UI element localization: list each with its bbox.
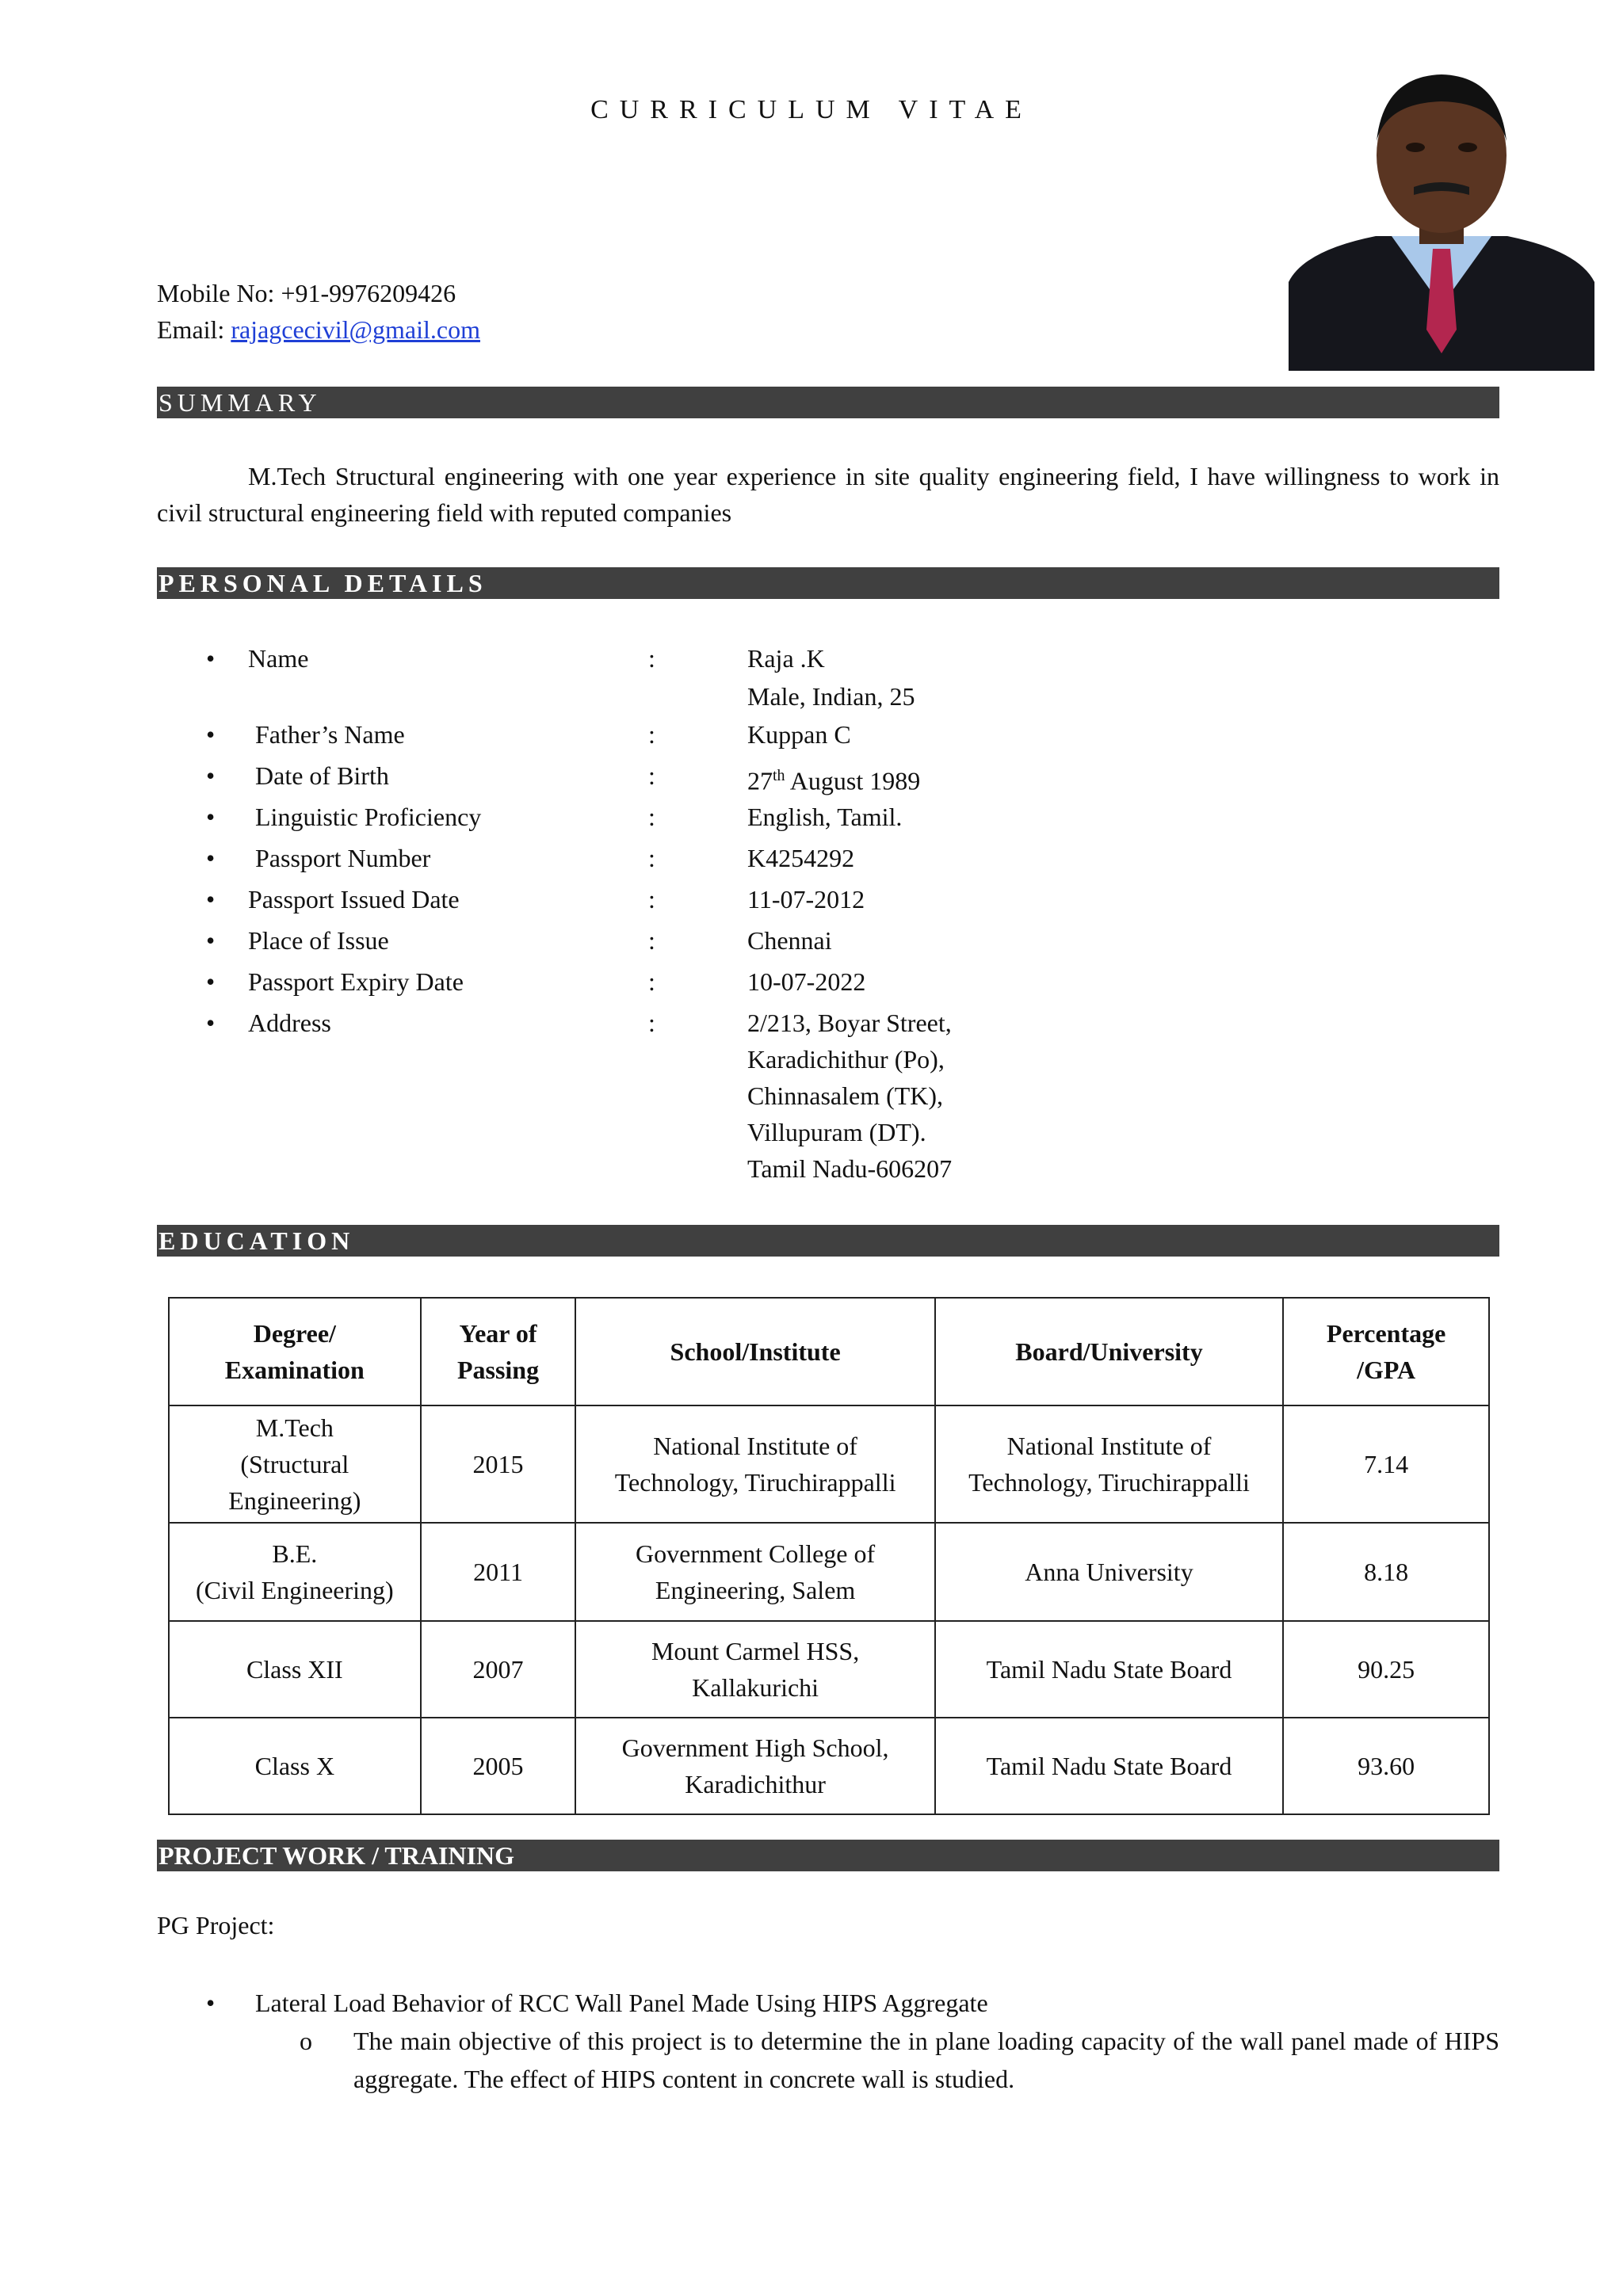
bullet: • [206,967,216,996]
address-line: Karadichithur (Po), [747,1045,945,1074]
education-table [168,1297,1490,1815]
colon: : [648,844,655,872]
bullet: • [206,720,216,749]
dob-rest: August 1989 [785,766,921,795]
colon: : [648,885,655,913]
issued-label: Passport Issued Date [248,885,460,913]
cell-year: 2005 [421,1718,576,1814]
language-label: Linguistic Proficiency [255,803,482,831]
project-title: Lateral Load Behavior of RCC Wall Panel Made Using HIPS Aggregate [255,1989,988,2017]
dob-label: Date of Birth [255,761,389,790]
table-row [169,1718,1489,1814]
cell-school: Government College of Engineering, Salem [575,1523,934,1621]
bullet: • [206,926,216,955]
bullet: • [206,761,216,790]
cell-year: 2011 [421,1523,576,1621]
cell-school: Mount Carmel HSS, Kallakurichi [575,1621,934,1718]
expiry-value: 10-07-2022 [747,967,866,996]
colon: : [648,1009,655,1037]
issued-value: 11-07-2012 [747,885,865,913]
personal-details-heading: PERSONAL DETAILS [157,567,1499,599]
colon: : [648,720,655,749]
language-value: English, Tamil. [747,803,903,831]
place-label: Place of Issue [248,926,389,955]
address-line: Tamil Nadu-606207 [747,1154,953,1183]
address-line: Villupuram (DT). [747,1118,926,1146]
expiry-label: Passport Expiry Date [248,967,464,996]
father-value: Kuppan C [747,720,851,749]
cell-board: Tamil Nadu State Board [935,1718,1283,1814]
cell-degree: Class X [169,1718,421,1814]
email-link[interactable]: rajagcecivil@gmail.com [231,315,480,344]
project-description: The main objective of this project is to determine the in plane loading capacity of the wall panel made of HIPS aggregate. The effect of HIPS content in concrete wall is studied. [353,2027,1499,2093]
email-line [157,315,480,345]
address-line: 2/213, Boyar Street, [747,1009,952,1037]
colon: : [648,926,655,955]
profile-photo [1289,68,1594,371]
header-year: Year of Passing [421,1298,576,1405]
passport-label: Passport Number [255,844,431,872]
cell-board: National Institute of Technology, Tiruchirappalli [935,1405,1283,1523]
place-value: Chennai [747,926,832,955]
bullet: • [206,1009,216,1037]
cell-score: 7.14 [1283,1405,1489,1523]
education-heading: EDUCATION [157,1225,1499,1257]
dob-suffix: th [773,767,785,784]
colon: : [648,803,655,831]
bullet: • [206,844,216,872]
pg-project-label: PG Project: [157,1911,275,1939]
colon: : [648,967,655,996]
dob-day: 27 [747,766,773,795]
cell-year: 2007 [421,1621,576,1718]
table-row [169,1621,1489,1718]
table-row [169,1523,1489,1621]
cell-score: 93.60 [1283,1718,1489,1814]
cell-school: National Institute of Technology, Tiruchirappalli [575,1405,934,1523]
email-label: Email: [157,315,231,344]
sub-bullet: o [300,2027,312,2055]
cell-degree: M.Tech (Structural Engineering) [169,1405,421,1523]
summary-heading: SUMMARY [157,387,1499,418]
header-degree: Degree/ Examination [169,1298,421,1405]
cell-degree: B.E. (Civil Engineering) [169,1523,421,1621]
cell-board: Tamil Nadu State Board [935,1621,1283,1718]
bullet: • [206,644,216,673]
table-header-row [169,1298,1489,1405]
colon: : [648,644,655,673]
cell-score: 90.25 [1283,1621,1489,1718]
address-line: Chinnasalem (TK), [747,1081,944,1110]
bullet: • [206,885,216,913]
name-value: Raja .K [747,644,825,673]
header-school: School/Institute [575,1298,934,1405]
table-row [169,1405,1489,1523]
address-value [747,1005,952,1187]
bullet: • [206,803,216,831]
mobile-number: Mobile No: +91-9976209426 [157,279,456,307]
colon: : [648,761,655,790]
name-label: Name [248,644,309,673]
cell-degree: Class XII [169,1621,421,1718]
header-score: Percentage /GPA [1283,1298,1489,1405]
bullet: • [206,1989,216,2017]
cell-year: 2015 [421,1405,576,1523]
cell-score: 8.18 [1283,1523,1489,1621]
dob-value [747,757,920,799]
gender-nationality-age: Male, Indian, 25 [747,682,915,711]
passport-value: K4254292 [747,844,855,872]
address-label: Address [248,1009,331,1037]
header-board: Board/University [935,1298,1283,1405]
father-label: Father’s Name [255,720,405,749]
cell-board: Anna University [935,1523,1283,1621]
document-title: CURRICULUM VITAE [590,95,1033,124]
summary-text: M.Tech Structural engineering with one year experience in site quality engineering field, I have willingness to work in civil structural engineering field with reputed companies [157,462,1499,527]
project-heading: PROJECT WORK / TRAINING [157,1840,1499,1871]
cell-school: Government High School, Karadichithur [575,1718,934,1814]
